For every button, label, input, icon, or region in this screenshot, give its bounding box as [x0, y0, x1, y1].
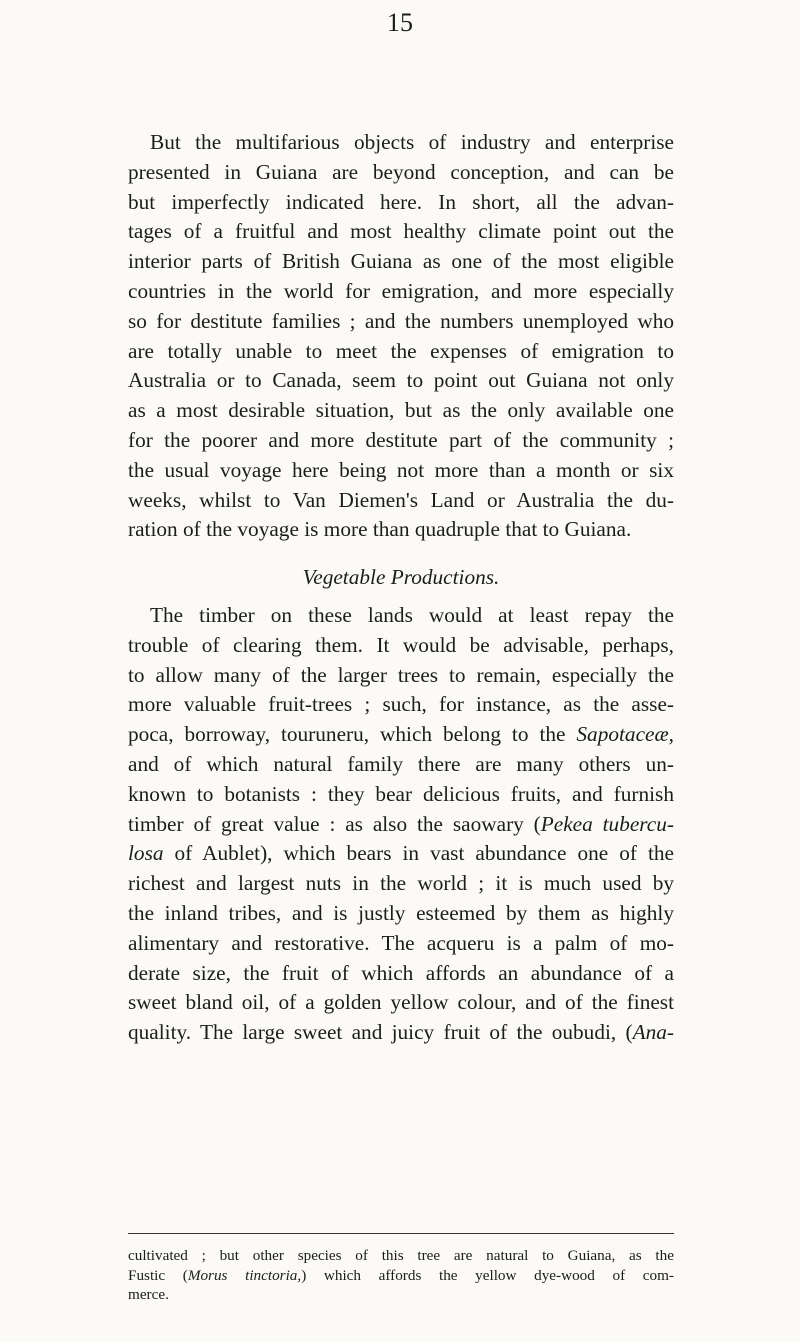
footnote	[128, 1246, 674, 1305]
paragraph-emigration	[128, 128, 674, 545]
italic-term: Ana-	[632, 1020, 674, 1045]
footnote-rule	[128, 1233, 674, 1234]
text-line: alimentary and restorative. The acqueru is a palm of mo-	[128, 930, 674, 955]
text-line: more valuable fruit-trees ; such, for instance, as the asse-	[128, 692, 674, 717]
text-line	[128, 720, 674, 750]
text-line: ration of the voyage is more than quadruple that to Guiana.	[128, 517, 632, 542]
page-body	[128, 128, 674, 1048]
text-line: the inland tribes, and is justly esteemed by them as highly	[128, 900, 674, 925]
text-line: presented in Guiana are beyond conception, and can be	[128, 159, 674, 184]
text-line: sweet bland oil, of a golden yellow colour, and of the finest	[128, 990, 674, 1015]
text-line: derate size, the fruit of which affords an abundance of a	[128, 960, 674, 985]
text-line: to allow many of the larger trees to remain, especially the	[128, 662, 674, 687]
text-line: weeks, whilst to Van Diemen's Land or Australia the du-	[128, 487, 674, 512]
text-line: The timber on these lands would at least repay the	[150, 602, 674, 627]
text-line: tages of a fruitful and most healthy climate point out the	[128, 219, 674, 244]
paragraph-vegetable-productions	[128, 601, 674, 1048]
footnote-line: cultivated ; but other species of this tree are natural to Guiana, as the	[128, 1247, 674, 1264]
italic-term: Sapotaceæ,	[576, 722, 674, 747]
text-line: trouble of clearing them. It would be advisable, perhaps,	[128, 632, 674, 657]
text-line: but imperfectly indicated here. In short, all the advan-	[128, 189, 674, 214]
text-run: Fustic (	[128, 1266, 188, 1284]
text-line: so for destitute families ; and the numbers unemployed who	[128, 308, 674, 333]
text-line: But the multifarious objects of industry and enterprise	[150, 130, 674, 154]
section-heading: Vegetable Productions.	[302, 565, 500, 590]
text-line: are totally unable to meet the expenses of emigration to	[128, 338, 674, 363]
text-run: poca, borroway, touruneru, which belong to the	[128, 722, 577, 747]
footnote-line: merce.	[128, 1286, 169, 1304]
text-line: Australia or to Canada, seem to point out Guiana not only	[128, 368, 674, 393]
text-line: interior parts of British Guiana as one of the most eligible	[128, 249, 674, 274]
text-run: of Aublet), which bears in vast abundance one of the	[163, 841, 674, 866]
text-line: as a most desirable situation, but as the only available one	[128, 398, 674, 423]
text-line	[128, 810, 674, 840]
footnote-line	[128, 1266, 674, 1286]
text-run: quality. The large sweet and juicy fruit of the oubudi, (	[128, 1020, 633, 1045]
italic-term: Pekea tubercu-	[540, 811, 674, 836]
italic-term: losa	[128, 841, 164, 866]
text-line: the usual voyage here being not more than a month or six	[128, 457, 674, 482]
italic-term: Morus tinctoria,	[187, 1266, 302, 1284]
text-line: richest and largest nuts in the world ; it is much used by	[128, 871, 674, 896]
text-run: timber of great value : as also the saowary (	[128, 811, 541, 836]
text-run: ) which affords the yellow dye-wood of com-	[301, 1266, 674, 1284]
text-line: for the poorer and more destitute part of the community ;	[128, 427, 674, 452]
text-line	[128, 839, 674, 869]
page-number: 15	[387, 8, 413, 37]
text-line: and of which natural family there are many others un-	[128, 751, 674, 776]
text-line: countries in the world for emigration, and more especially	[128, 278, 674, 303]
text-line	[128, 1018, 674, 1048]
text-line: known to botanists : they bear delicious fruits, and furnish	[128, 781, 674, 806]
